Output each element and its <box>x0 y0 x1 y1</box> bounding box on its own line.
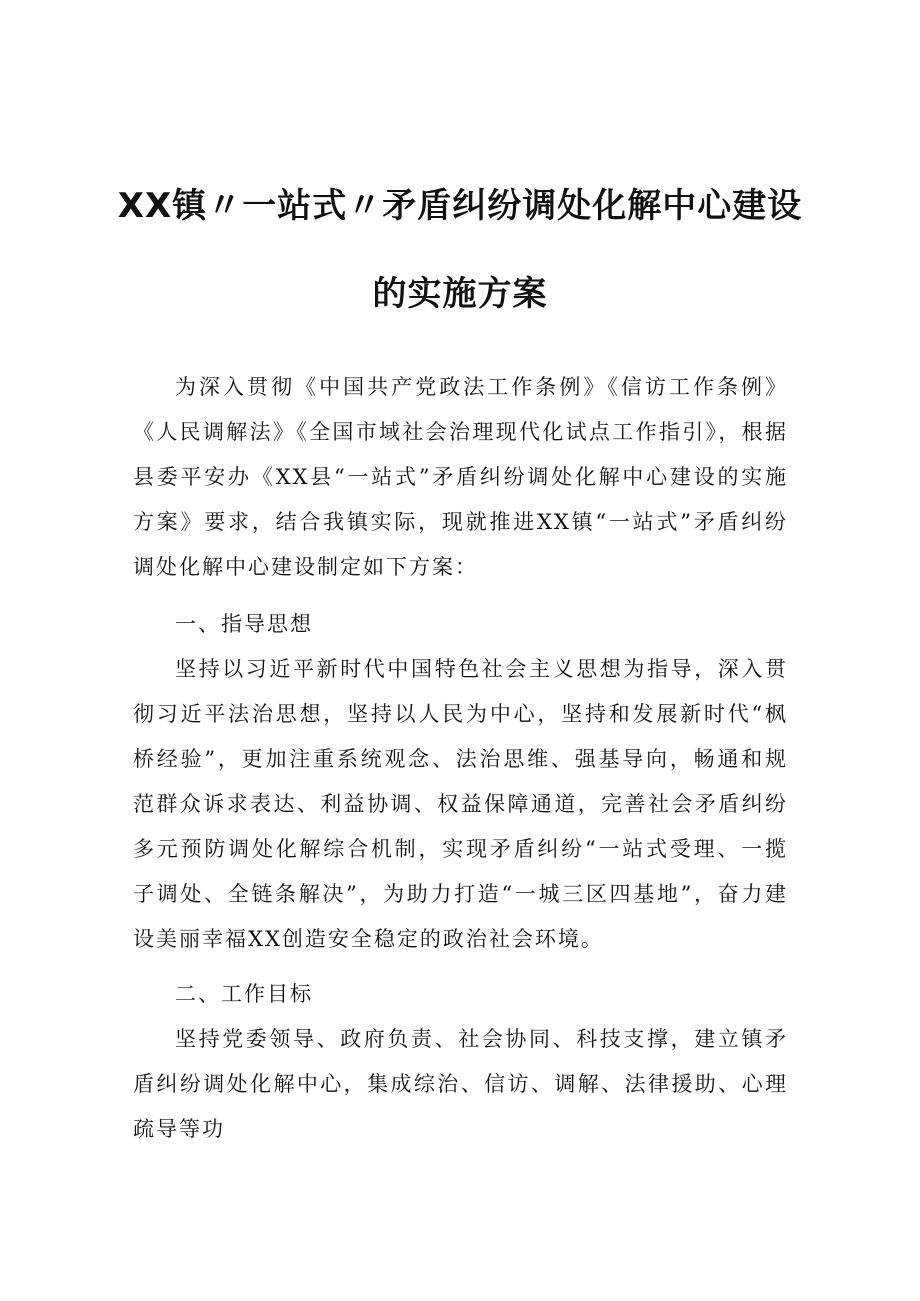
section-heading-guiding-ideology: 一、指导思想 <box>175 612 313 636</box>
section-heading-work-goals: 二、工作目标 <box>175 982 313 1006</box>
intro-paragraph: 为深入贯彻《中国共产党政法工作条例》《信访工作条例》《人民调解法》《全国市域社会治理现代化试点工作指引》，根据县委平安办《XX县“一站式”矛盾纠纷调处化解中心建设的实施方案》要求，结合我镇实际，现就推进XX镇“一站式”矛盾纠纷调处化解中心建设制定如下方案： <box>133 375 788 579</box>
guiding-ideology-paragraph: 坚持以习近平新时代中国特色社会主义思想为指导，深入贯彻习近平法治思想，坚持以人民为中心，坚持和发展新时代“枫桥经验”，更加注重系统观念、法治思维、强基导向，畅通和规范群众诉求表达、利益协调、权益保障通道，完善社会矛盾纠纷多元预防调处化解综合机制，实现矛盾纠纷“一站式受理、一揽子调处、全链条解决”，为助力打造“一城三区四基地”，奋力建设美丽幸福XX创造安全稳定的政治社会环境。 <box>133 657 788 951</box>
document-title-line-2: 的实施方案 <box>372 274 548 314</box>
work-goals-paragraph: 坚持党委领导、政府负责、社会协同、科技支撑，建立镇矛盾纠纷调处化解中心，集成综治、信访、调解、法律援助、心理疏导等功 <box>133 1027 788 1141</box>
document-title-line-1: XX镇〃一站式〃矛盾纠纷调处化解中心建设 <box>117 186 803 226</box>
